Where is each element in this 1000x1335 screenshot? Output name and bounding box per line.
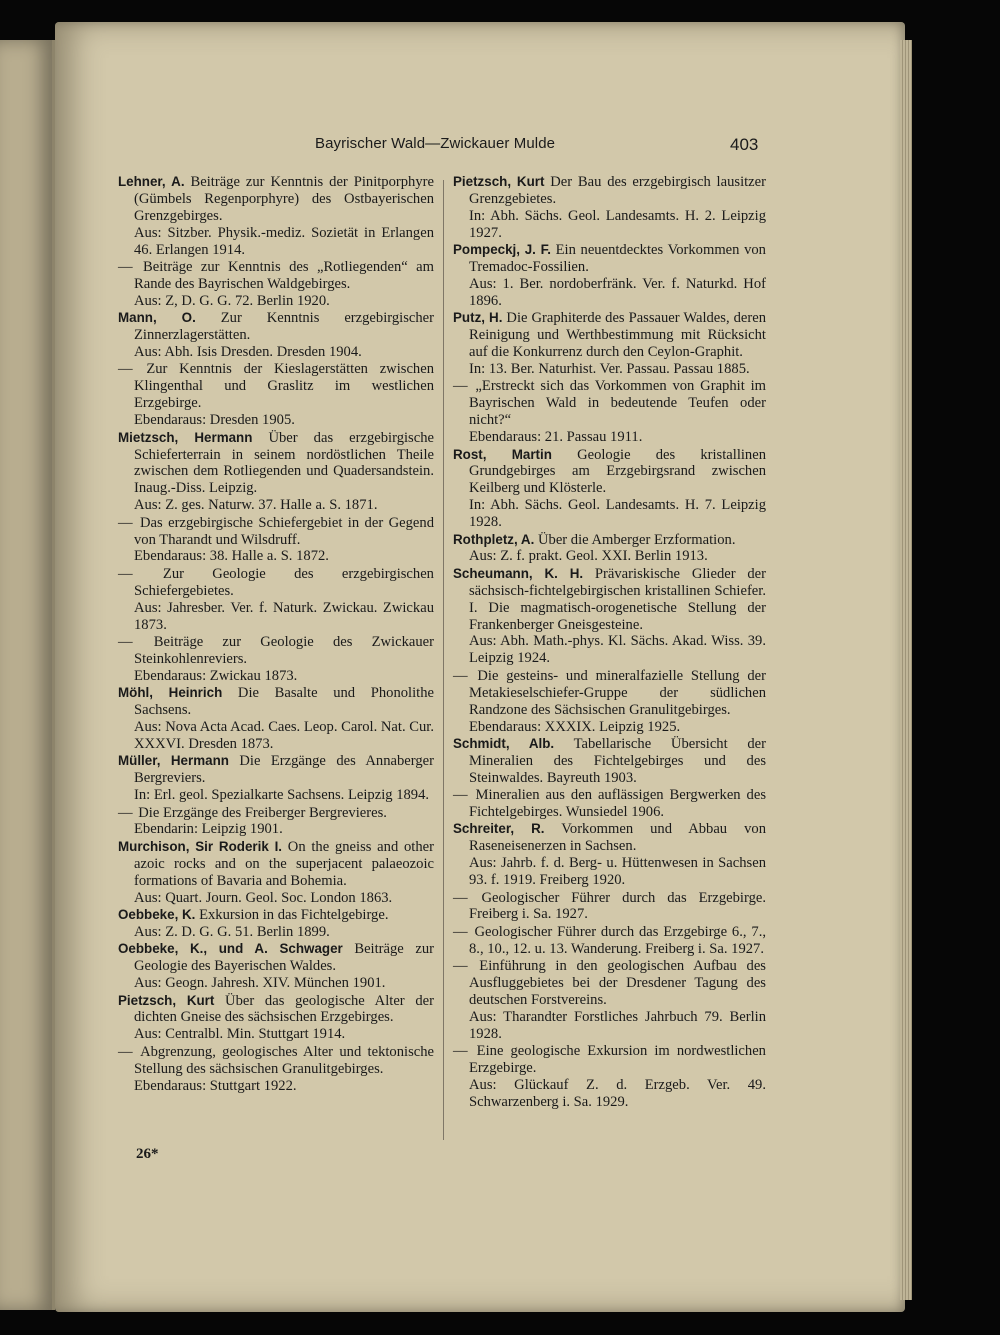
entry-author: Möhl, Heinrich bbox=[118, 685, 223, 701]
previous-page-edge bbox=[0, 40, 55, 1310]
bibliography-entry bbox=[453, 378, 766, 446]
right-column bbox=[453, 174, 766, 1111]
entry-source: Ebendaraus: Zwickau 1873. bbox=[134, 667, 298, 684]
entry-source: Aus: Z. D. G. G. 51. Berlin 1899. bbox=[134, 923, 330, 940]
bibliography-entry bbox=[453, 787, 766, 821]
entry-author: Pietzsch, Kurt bbox=[118, 992, 215, 1008]
bibliography-entry bbox=[453, 566, 766, 667]
bibliography-entry bbox=[118, 993, 434, 1044]
entry-title: Abgrenzung, geologisches Alter und tektonische Stellung des sächsischen Granulitgebirges. bbox=[134, 1043, 435, 1077]
entry-title: Einführung in den geologischen Aufbau des Ausfluggebietes bei der Dresdener Tagung des deutschen Forstvereins. bbox=[469, 958, 766, 1008]
entry-source: Ebendaraus: XXXIX. Leipzig 1925. bbox=[469, 718, 681, 735]
entry-title: Mineralien aus den auflässigen Bergwerken des Fichtelgebirges. Wunsiedel 1906. bbox=[469, 787, 766, 821]
entry-title: On the gneiss and other azoic rocks and on the superjacent palaeozoic formations of Bavaria and Bohemia. bbox=[134, 838, 434, 889]
entry-source: In: Erl. geol. Spezialkarte Sachsens. Leipzig 1894. bbox=[134, 787, 430, 804]
entry-author: Pietzsch, Kurt bbox=[453, 174, 545, 189]
entry-title: Die Erzgänge des Freiberger Bergrevieres. bbox=[138, 804, 387, 821]
entry-source: Ebendaraus: Dresden 1905. bbox=[134, 412, 295, 429]
entry-author: Rost, Martin bbox=[453, 446, 552, 462]
entry-source: Aus: Abh. Isis Dresden. Dresden 1904. bbox=[134, 344, 362, 361]
entry-author: Schmidt, Alb. bbox=[453, 735, 555, 751]
entry-source: In: Abh. Sächs. Geol. Landesamts. H. 7. Leipzig 1928. bbox=[469, 497, 766, 531]
entry-title: Geologischer Führer durch das Erzgebirge 6., 7., 8., 10., 12. u. 13. Wanderung. Freiberg i. Sa. 1927. bbox=[469, 923, 766, 957]
signature-mark: 26* bbox=[136, 1146, 159, 1162]
left-column bbox=[118, 174, 434, 1095]
entry-source: Aus: Nova Acta Acad. Caes. Leop. Carol. Nat. Cur. XXXVI. Dresden 1873. bbox=[134, 719, 434, 752]
bibliography-entry bbox=[453, 1043, 766, 1111]
entry-title: Die Erzgänge des Annaberger Bergreviers. bbox=[134, 753, 434, 787]
bibliography-entry bbox=[453, 821, 766, 889]
entry-source: Aus: Quart. Journ. Geol. Soc. London 1863. bbox=[134, 889, 393, 906]
entry-source: Aus: Sitzber. Physik.-mediz. Sozietät in Erlangen 46. Erlangen 1914. bbox=[134, 224, 434, 258]
entry-source: Aus: Z, D. G. G. 72. Berlin 1920. bbox=[134, 292, 330, 309]
bibliography-entry bbox=[453, 447, 766, 532]
entry-author: Oebbeke, K. bbox=[118, 906, 196, 922]
entry-author: — bbox=[453, 958, 468, 975]
entry-source: Aus: Geogn. Jahresh. XIV. München 1901. bbox=[134, 975, 386, 992]
entry-author: Schreiter, R. bbox=[453, 821, 545, 837]
entry-source: Ebendaraus: Stuttgart 1922. bbox=[134, 1077, 297, 1094]
entry-title: Beiträge zur Kenntnis der Pinitporphyre (Gümbels Regenporphyre) des Ostbayerischen Grenzgebirges. bbox=[134, 174, 434, 224]
bibliography-entry bbox=[118, 361, 434, 429]
entry-title: Zur Kenntnis erzgebirgischer Zinnerzlagerstätten. bbox=[134, 310, 435, 344]
page-number: 403 bbox=[730, 135, 759, 154]
entry-author: — bbox=[453, 889, 468, 906]
entry-title: Beiträge zur Geologie des Zwickauer Steinkohlenreviers. bbox=[134, 633, 434, 667]
entry-author: — bbox=[453, 667, 468, 684]
entry-source: Aus: 1. Ber. nordoberfränk. Ver. f. Naturkd. Hof 1896. bbox=[469, 275, 766, 309]
entry-author: Rothpletz, A. bbox=[453, 531, 535, 547]
entry-author: — bbox=[453, 1043, 468, 1060]
bibliography-entry bbox=[118, 753, 434, 804]
entry-author: — bbox=[118, 361, 133, 378]
entry-title: Die Basalte und Phonolithe Sachsens. bbox=[134, 685, 434, 719]
entry-title: „Erstreckt sich das Vorkommen von Graphit im Bayrischen Wald in bedeutende Teufen oder nicht?“ bbox=[469, 378, 766, 429]
entry-author: — bbox=[453, 378, 468, 395]
entry-title: Vorkommen und Abbau von Raseneisenerzen in Sachsen. bbox=[469, 821, 766, 855]
entry-title: Prävariskische Glieder der sächsisch-fichtelgebirgischen kristallinen Schiefer. I. Die magmatisch-orogenetische Stellung der Frankenberger Gneisgesteine. bbox=[469, 565, 766, 633]
bibliography-entry bbox=[453, 310, 766, 378]
bibliography-entry bbox=[118, 685, 434, 753]
entry-author: — bbox=[118, 804, 133, 821]
entry-title: Geologischer Führer durch das Erzgebirge. Freiberg i. Sa. 1927. bbox=[469, 889, 766, 923]
entry-source: Ebendaraus: 38. Halle a. S. 1872. bbox=[134, 548, 329, 565]
entry-author: Müller, Hermann bbox=[118, 753, 229, 769]
bibliography-entry bbox=[118, 174, 434, 259]
entry-source: Aus: Glückauf Z. d. Erzgeb. Ver. 49. Schwarzenberg i. Sa. 1929. bbox=[469, 1077, 766, 1110]
entry-title: Beiträge zur Kenntnis des „Rotliegenden“ am Rande des Bayrischen Waldgebirges. bbox=[134, 259, 434, 292]
entry-title: Das erzgebirgische Schiefergebiet in der Gegend von Tharandt und Wilsdruff. bbox=[134, 514, 434, 548]
entry-title: Geologie des kristallinen Grundgebirges am Erzgebirgsrand zwischen Keilberg und Klösterle. bbox=[469, 446, 766, 497]
entry-author: Mietzsch, Hermann bbox=[118, 429, 253, 445]
bibliography-entry bbox=[118, 566, 434, 634]
entry-author: Murchison, Sir Roderik I. bbox=[118, 838, 283, 854]
entry-author: — bbox=[118, 514, 133, 531]
entry-author: Oebbeke, K., und A. Schwager bbox=[118, 941, 343, 957]
entry-title: Über das erzgebirgische Schieferterrain in seinem nordöstlichen Theile zwischen dem Rotliegenden und Quadersandstein. Inaug.-Diss. Leipzig. bbox=[134, 429, 434, 497]
bibliography-entry bbox=[118, 515, 434, 566]
entry-source: Ebendaraus: 21. Passau 1911. bbox=[469, 429, 643, 446]
entry-title: Die Graphiterde des Passauer Waldes, deren Reinigung und Werthbestimmung mit Rücksicht auf die Konkurrenz durch den Ceylon-Graphit. bbox=[469, 310, 766, 361]
bibliography-entry bbox=[118, 907, 434, 941]
entry-source: Aus: Tharandter Forstliches Jahrbuch 79. Berlin 1928. bbox=[469, 1008, 766, 1042]
entry-title: Zur Geologie des erzgebirgischen Schiefergebietes. bbox=[134, 565, 434, 599]
entry-author: — bbox=[118, 259, 133, 276]
entry-author: — bbox=[453, 787, 468, 804]
entry-title: Über die Amberger Erzformation. bbox=[537, 531, 736, 548]
entry-author: Putz, H. bbox=[453, 310, 503, 326]
entry-source: Ebendarin: Leipzig 1901. bbox=[134, 821, 283, 838]
bibliography-entry bbox=[453, 668, 766, 736]
entry-title: Eine geologische Exkursion im nordwestlichen Erzgebirge. bbox=[469, 1043, 766, 1077]
entry-author: Scheumann, K. H. bbox=[453, 565, 584, 581]
entry-title: Zur Kenntnis der Kieslagerstätten zwischen Klingenthal und Graslitz im westlichen Erzgebirge. bbox=[134, 361, 434, 412]
entry-author: — bbox=[118, 565, 133, 582]
entry-title: Beiträge zur Geologie des Bayerischen Waldes. bbox=[134, 941, 435, 975]
page-stack-edge bbox=[900, 40, 912, 1300]
entry-source: Aus: Abh. Math.-phys. Kl. Sächs. Akad. Wiss. 39. Leipzig 1924. bbox=[469, 633, 766, 667]
entry-author: — bbox=[453, 923, 468, 940]
entry-source: In: 13. Ber. Naturhist. Ver. Passau. Passau 1885. bbox=[469, 360, 750, 377]
bibliography-entry bbox=[118, 634, 434, 685]
entry-source: Aus: Centralbl. Min. Stuttgart 1914. bbox=[134, 1026, 346, 1043]
bibliography-entry bbox=[453, 736, 766, 787]
bibliography-entry bbox=[453, 174, 766, 242]
entry-title: Tabellarische Übersicht der Mineralien des Fichtelgebirges und des Steinwaldes. Bayreuth 1903. bbox=[469, 735, 767, 786]
bibliography-entry bbox=[453, 532, 766, 566]
entry-author: — bbox=[118, 1043, 133, 1060]
bibliography-entry bbox=[453, 890, 766, 924]
bibliography-entry bbox=[118, 805, 434, 839]
running-title: Bayrischer Wald—Zwickauer Mulde bbox=[315, 135, 556, 152]
entry-title: Der Bau des erzgebirgisch lausitzer Grenzgebietes. bbox=[469, 174, 766, 207]
entry-source: Aus: Z. ges. Naturw. 37. Halle a. S. 1871. bbox=[134, 497, 378, 514]
entry-source: In: Abh. Sächs. Geol. Landesamts. H. 2. Leipzig 1927. bbox=[469, 207, 766, 241]
bibliography-entry bbox=[118, 1044, 434, 1095]
entry-author: — bbox=[118, 633, 133, 650]
bibliography-entry bbox=[118, 310, 434, 361]
entry-author: Lehner, A. bbox=[118, 174, 185, 189]
entry-source: Aus: Jahrb. f. d. Berg- u. Hüttenwesen in Sachsen 93. f. 1919. Freiberg 1920. bbox=[469, 855, 766, 889]
bibliography-entry bbox=[453, 958, 766, 1043]
entry-title: Exkursion in das Fichtelgebirge. bbox=[199, 906, 389, 923]
entry-source: Aus: Jahresber. Ver. f. Naturk. Zwickau. Zwickau 1873. bbox=[134, 599, 434, 633]
entry-source: Aus: Z. f. prakt. Geol. XXI. Berlin 1913. bbox=[469, 548, 708, 565]
bibliography-entry bbox=[453, 242, 766, 310]
bibliography-entry bbox=[118, 941, 434, 992]
bibliography-entry bbox=[453, 924, 766, 958]
entry-title: Ein neuentdecktes Vorkommen von Tremadoc-Fossilien. bbox=[469, 242, 766, 276]
bibliography-entry bbox=[118, 839, 434, 907]
bibliography-entry bbox=[118, 430, 434, 515]
column-divider bbox=[443, 180, 444, 1140]
entry-title: Die gesteins- und mineralfazielle Stellung der Metakieselschiefer-Gruppe der südlichen Randzone des Sächsischen Granulitgebirges. bbox=[469, 667, 766, 718]
bibliography-entry bbox=[118, 259, 434, 310]
entry-title: Über das geologische Alter der dichten Gneise des sächsischen Erzgebirges. bbox=[134, 992, 434, 1026]
entry-author: Mann, O. bbox=[118, 310, 196, 326]
entry-author: Pompeckj, J. F. bbox=[453, 242, 551, 258]
